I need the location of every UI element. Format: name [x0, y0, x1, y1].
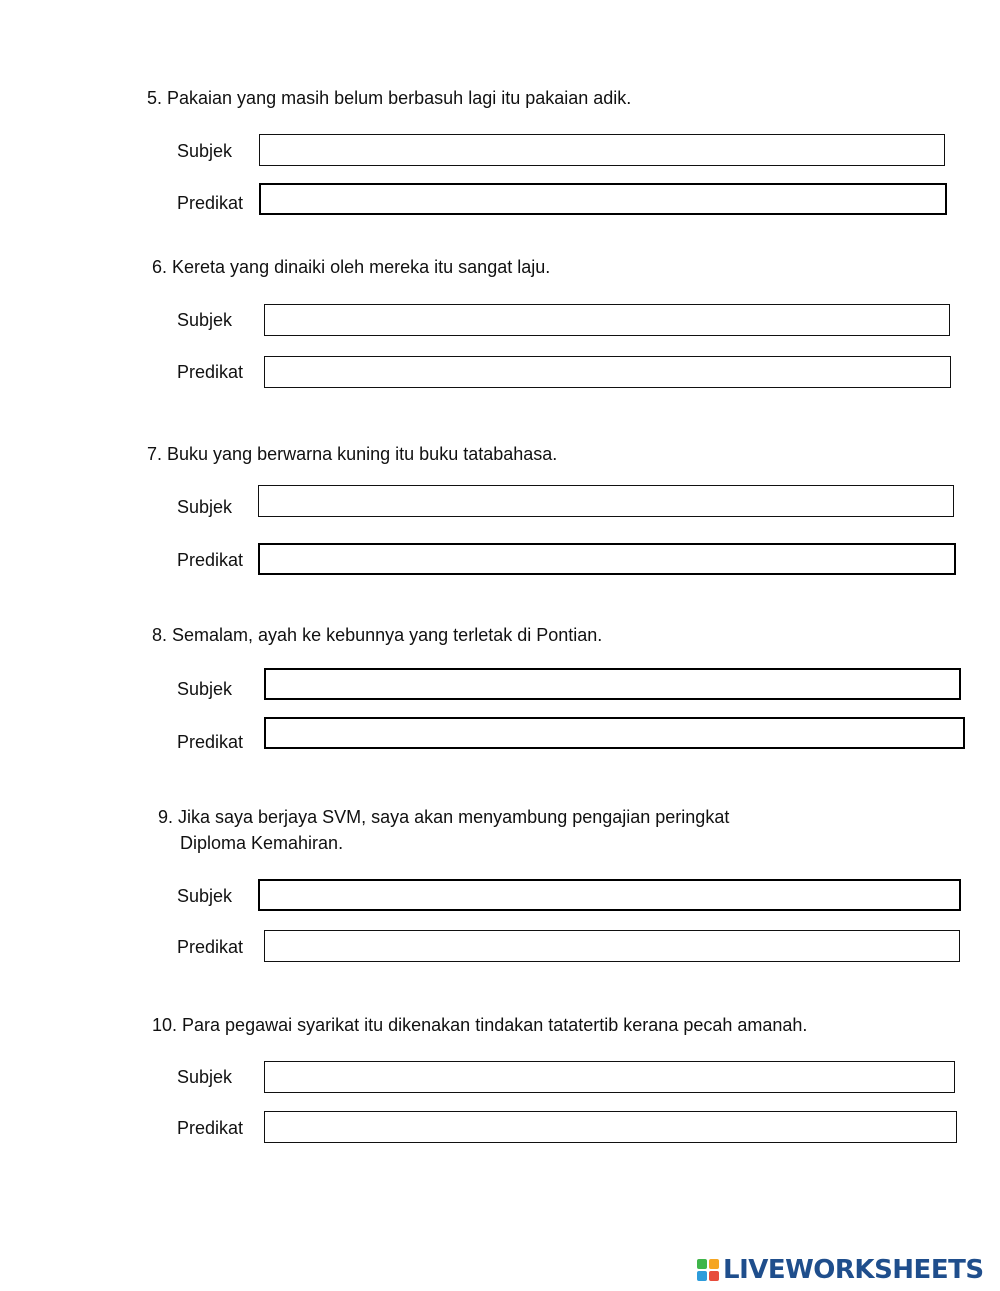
logo-square-4	[709, 1271, 719, 1281]
question-6-subject-label: Subjek	[177, 310, 233, 330]
question-5-predicate-label: Predikat	[177, 193, 244, 213]
question-9-predicate-input[interactable]	[264, 930, 960, 962]
liveworksheets-logo-text: LIVEWORKSHEETS	[723, 1255, 984, 1285]
liveworksheets-logo	[697, 1253, 984, 1287]
question-10-subject-label: Subjek	[177, 1067, 233, 1087]
question-7-predicate-label: Predikat	[177, 550, 244, 570]
question-7-predicate-input[interactable]	[258, 543, 956, 575]
question-10-text: 10. Para pegawai syarikat itu dikenakan tindakan tatatertib kerana pecah amanah.	[152, 1015, 808, 1035]
logo-square-3	[697, 1271, 707, 1281]
question-10-subject-input[interactable]	[264, 1061, 955, 1093]
question-5-text: 5. Pakaian yang masih belum berbasuh lagi itu pakaian adik.	[147, 88, 632, 108]
question-8-subject-label: Subjek	[177, 679, 233, 699]
question-9-text-line2: Diploma Kemahiran.	[180, 833, 344, 853]
question-7-text: 7. Buku yang berwarna kuning itu buku tatabahasa.	[147, 444, 558, 464]
question-6-subject-input[interactable]	[264, 304, 950, 336]
question-10-predicate-label: Predikat	[177, 1118, 244, 1138]
question-9-subject-label: Subjek	[177, 886, 233, 906]
question-5-subject-input[interactable]	[259, 134, 945, 166]
question-6-text: 6. Kereta yang dinaiki oleh mereka itu sangat laju.	[152, 257, 551, 277]
question-7-subject-label: Subjek	[177, 497, 233, 517]
logo-square-2	[709, 1259, 719, 1269]
question-5-subject-label: Subjek	[177, 141, 233, 161]
question-8-subject-input[interactable]	[264, 668, 961, 700]
question-6-predicate-input[interactable]	[264, 356, 951, 388]
question-8-text: 8. Semalam, ayah ke kebunnya yang terletak di Pontian.	[152, 625, 603, 645]
question-10-predicate-input[interactable]	[264, 1111, 957, 1143]
question-9-subject-input[interactable]	[258, 879, 961, 911]
question-5-predicate-input[interactable]	[259, 183, 947, 215]
liveworksheets-logo-icon	[697, 1259, 719, 1281]
logo-square-1	[697, 1259, 707, 1269]
question-8-predicate-label: Predikat	[177, 732, 244, 752]
question-8-predicate-input[interactable]	[264, 717, 965, 749]
question-7-subject-input[interactable]	[258, 485, 954, 517]
question-9-predicate-label: Predikat	[177, 937, 244, 957]
question-9-text-line1: 9. Jika saya berjaya SVM, saya akan menyambung pengajian peringkat	[158, 807, 730, 827]
question-6-predicate-label: Predikat	[177, 362, 244, 382]
